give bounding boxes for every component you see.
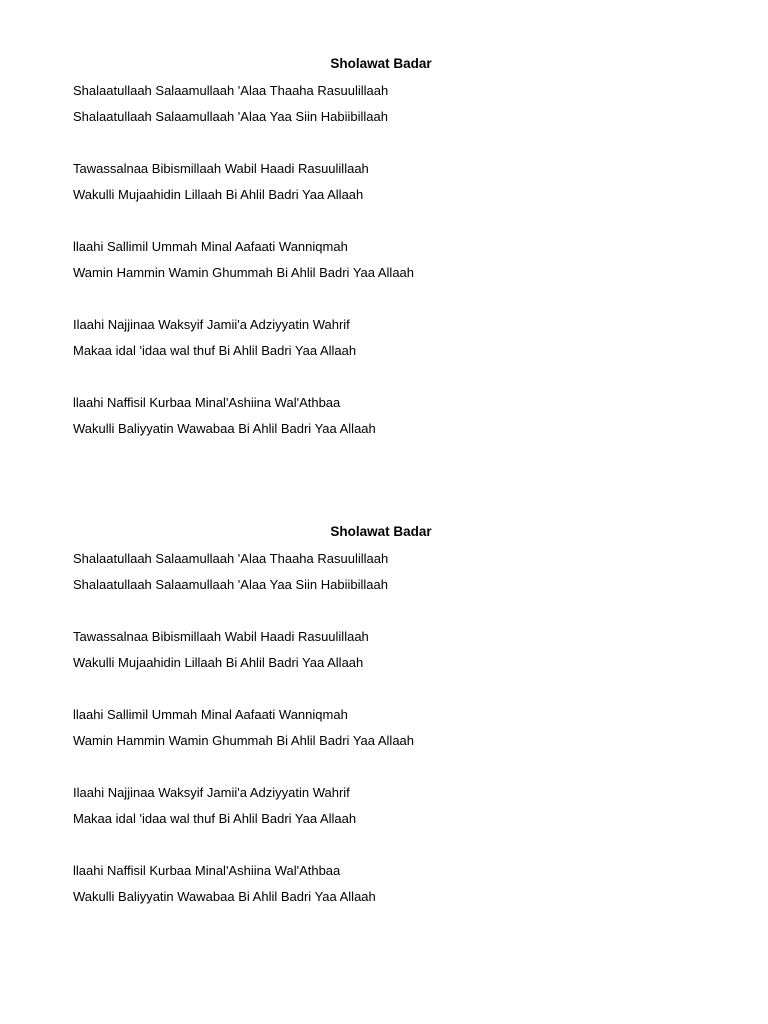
lyric-line: llaahi Naffisil Kurbaa Minal'Ashiina Wal'Athbaa xyxy=(73,863,341,878)
lyric-line: Shalaatullaah Salaamullaah 'Alaa Yaa Siin Habiibillaah xyxy=(73,109,388,124)
lyric-line: Ilaahi Najjinaa Waksyif Jamii'a Adziyyatin Wahrif xyxy=(73,317,350,332)
lyric-line: Ilaahi Najjinaa Waksyif Jamii'a Adziyyatin Wahrif xyxy=(73,785,350,800)
lyric-line: Wamin Hammin Wamin Ghummah Bi Ahlil Badri Yaa Allaah xyxy=(73,733,415,748)
lyric-line: Wakulli Mujaahidin Lillaah Bi Ahlil Badri Yaa Allaah xyxy=(73,655,364,670)
lyric-line: Tawassalnaa Bibismillaah Wabil Haadi Rasuulillaah xyxy=(73,629,369,644)
lyric-line: Wakulli Mujaahidin Lillaah Bi Ahlil Badri Yaa Allaah xyxy=(73,187,364,202)
lyric-line: Wakulli Baliyyatin Wawabaa Bi Ahlil Badri Yaa Allaah xyxy=(73,889,376,904)
lyric-line: Tawassalnaa Bibismillaah Wabil Haadi Rasuulillaah xyxy=(73,161,369,176)
lyric-line: Wakulli Baliyyatin Wawabaa Bi Ahlil Badri Yaa Allaah xyxy=(73,421,376,436)
lyric-line: Shalaatullaah Salaamullaah 'Alaa Thaaha Rasuulillaah xyxy=(73,551,389,566)
section-title xyxy=(73,55,693,73)
lyric-line: llaahi Sallimil Ummah Minal Aafaati Wanniqmah xyxy=(73,239,348,254)
lyric-line: llaahi Naffisil Kurbaa Minal'Ashiina Wal'Athbaa xyxy=(73,395,341,410)
section-title-text: Sholawat Badar xyxy=(330,524,432,539)
lyric-line: Makaa idal 'idaa wal thuf Bi Ahlil Badri Yaa Allaah xyxy=(73,811,357,826)
lyric-line: llaahi Sallimil Ummah Minal Aafaati Wanniqmah xyxy=(73,707,348,722)
lyric-line: Wamin Hammin Wamin Ghummah Bi Ahlil Badri Yaa Allaah xyxy=(73,265,415,280)
lyric-line: Shalaatullaah Salaamullaah 'Alaa Yaa Siin Habiibillaah xyxy=(73,577,388,592)
section-title-text: Sholawat Badar xyxy=(330,56,432,71)
lyric-line: Makaa idal 'idaa wal thuf Bi Ahlil Badri Yaa Allaah xyxy=(73,343,357,358)
section-title xyxy=(73,523,693,541)
lyric-line: Shalaatullaah Salaamullaah 'Alaa Thaaha Rasuulillaah xyxy=(73,83,389,98)
